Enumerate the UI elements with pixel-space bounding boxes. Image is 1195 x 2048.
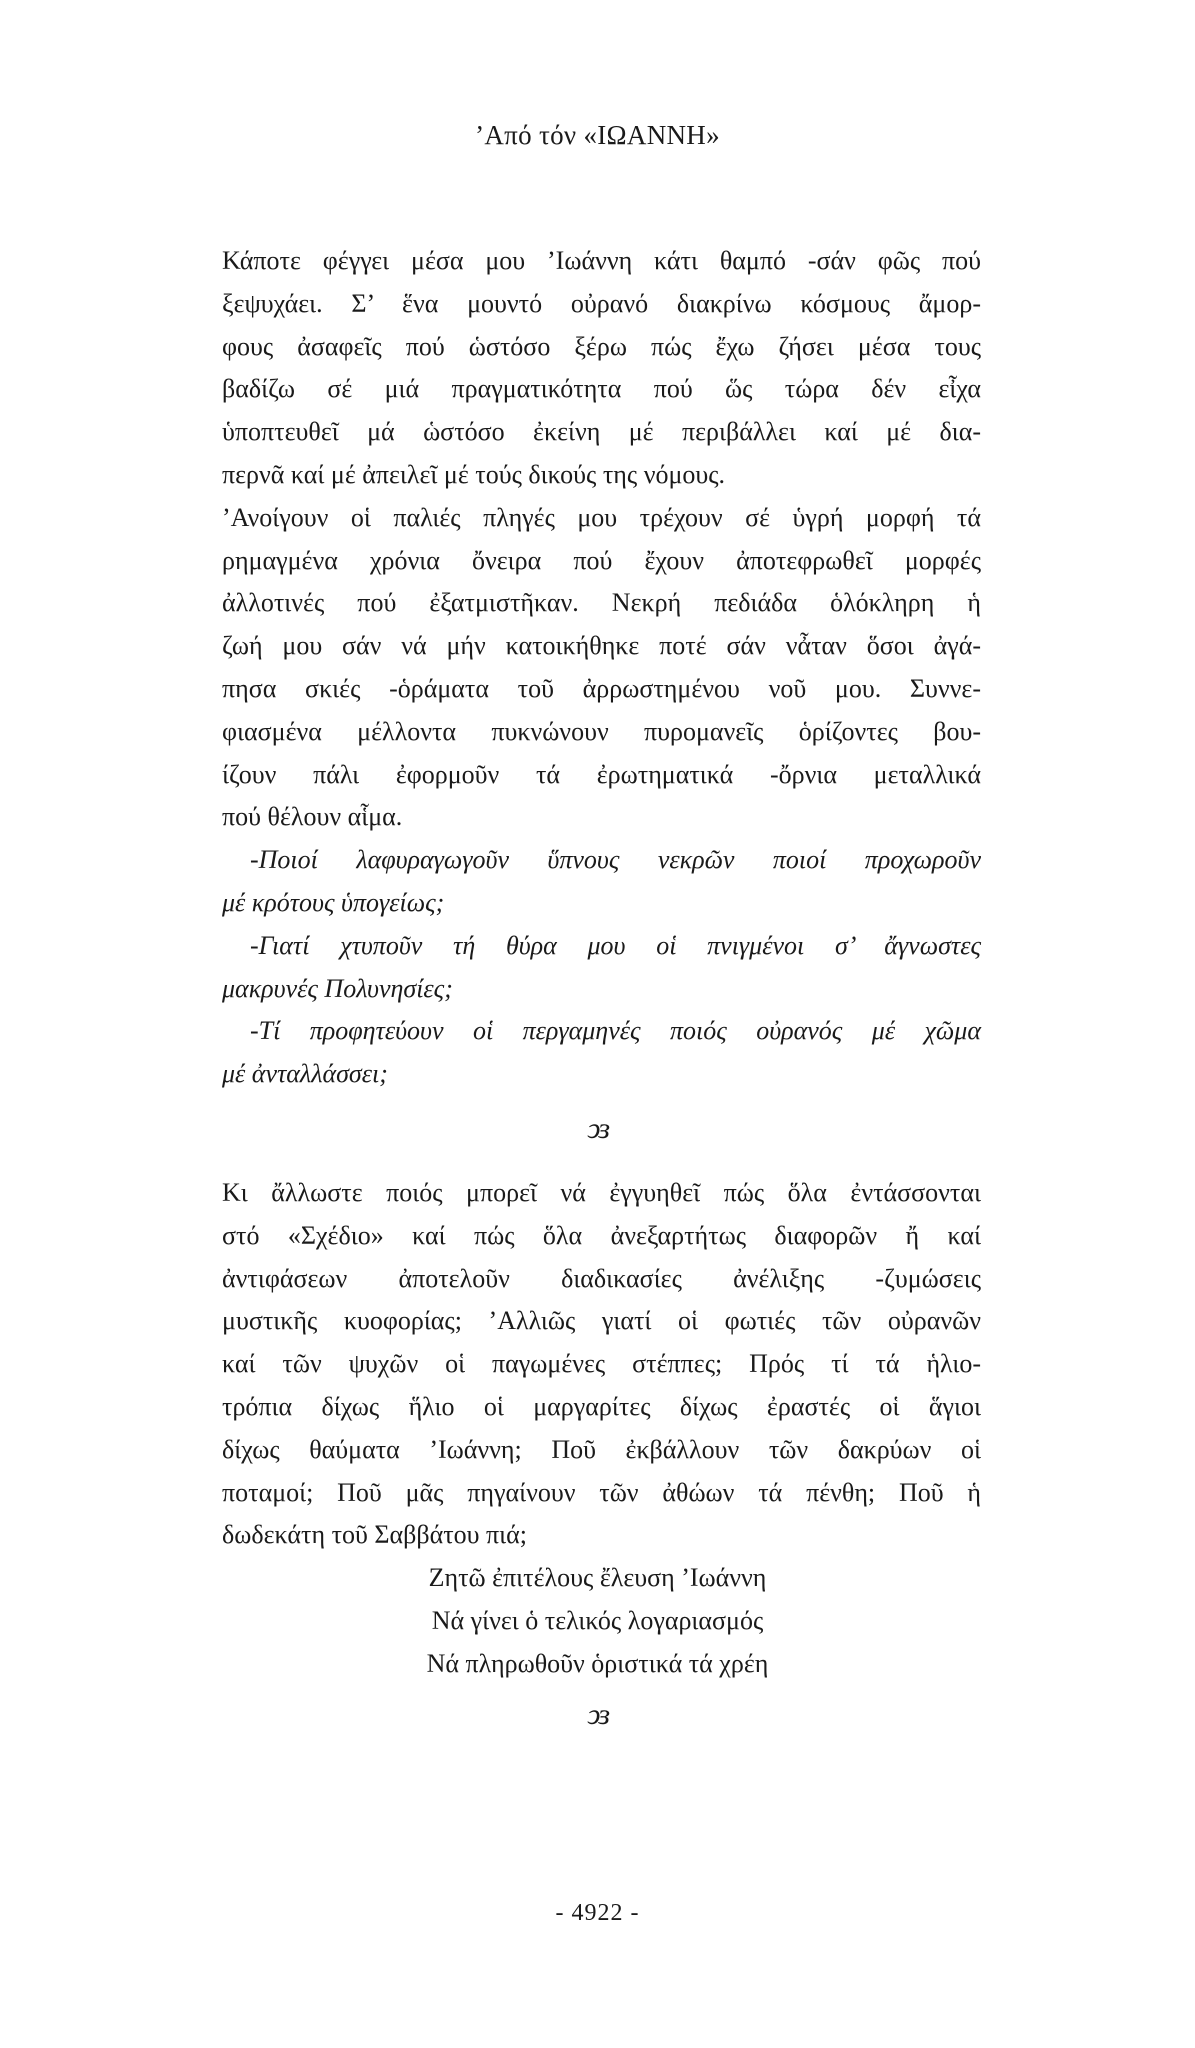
- text-line: ’Ανοίγουν οἱ παλιές πληγές μου τρέχουν σέ ὑγρή μορφή τά: [222, 502, 981, 532]
- section-ornament-1: ↄɜ: [586, 1112, 609, 1145]
- verse-line: Νά πληρωθοῦν ὁριστικά τά χρέη: [426, 1648, 769, 1678]
- text-line: πησα σκιές -ὁράματα τοῦ ἀρρωστημένου νοῦ μου. Συννε-: [222, 673, 981, 703]
- verse-line: Ζητῶ ἐπιτέλους ἔλευση ’Ιωάννη: [428, 1563, 767, 1592]
- text-line: φιασμένα μέλλοντα πυκνώνουν πυρομανεῖς ὁρίζοντες βου-: [222, 716, 981, 746]
- verse-line: Νά γίνει ὁ τελικός λογαριασμός: [431, 1605, 764, 1635]
- page-number: - 4922 -: [555, 1900, 640, 1926]
- question-line: -Τί προφητεύουν οἱ περγαμηνές ποιός οὐρανός μέ χῶμα: [250, 1016, 981, 1046]
- question-line: μακρυνές Πολυνησίες;: [222, 973, 453, 1003]
- question-line: -Γιατί χτυποῦν τή θύρα μου οἱ πνιγμένοι σ’ ἄγνωστες: [250, 930, 981, 960]
- verse-lines: [0, 1557, 1195, 1685]
- question-line: μέ ἀνταλλάσσει;: [222, 1059, 388, 1089]
- section-2-text: [222, 1172, 981, 1557]
- text-line: δωδεκάτη τοῦ Σαββάτου πιά;: [222, 1520, 528, 1550]
- section-1-text: [222, 240, 981, 1096]
- text-line: ξεψυχάει. Σ’ ἕνα μουντό οὐρανό διακρίνω κόσμους ἄμορ-: [222, 288, 981, 318]
- text-line: δίχως θαύματα ’Ιωάννη; Ποῦ ἐκβάλλουν τῶν δακρύων οἱ: [222, 1434, 981, 1464]
- text-line: περνᾶ καί μέ ἀπειλεῖ μέ τούς δικούς της νόμους.: [222, 459, 726, 489]
- text-line: μυστικῆς κυοφορίας; ’Αλλιῶς γιατί οἱ φωτιές τῶν οὐρανῶν: [222, 1306, 981, 1336]
- text-line: ίζουν πάλι ἐφορμοῦν τά ἐρωτηματικά -ὄρνια μεταλλικά: [222, 759, 981, 789]
- text-line: ἀντιφάσεων ἀποτελοῦν διαδικασίες ἀνέλιξης -ζυμώσεις: [222, 1263, 981, 1293]
- text-line: πού θέλουν αἷμα.: [222, 802, 403, 832]
- text-line: ἀλλοτινές πού ἐξατμιστῆκαν. Νεκρή πεδιάδα ὁλόκληρη ἡ: [222, 588, 981, 618]
- text-line: στό «Σχέδιο» καί πώς ὅλα ἀνεξαρτήτως διαφορῶν ἤ καί: [222, 1220, 981, 1250]
- text-line: ζωή μου σάν νά μήν κατοικήθηκε ποτέ σάν νἆταν ὅσοι ἀγά-: [222, 631, 981, 661]
- text-line: Κι ἄλλωστε ποιός μπορεῖ νά ἐγγυηθεῖ πώς ὅλα ἐντάσσονται: [222, 1178, 981, 1207]
- text-line: βαδίζω σέ μιά πραγματικότητα πού ὥς τώρα δέν εἶχα: [222, 374, 981, 404]
- text-line: ρημαγμένα χρόνια ὄνειρα πού ἔχουν ἀποτεφρωθεῖ μορφές: [222, 545, 981, 575]
- question-line: -Ποιοί λαφυραγωγοῦν ὕπνους νεκρῶν ποιοί προχωροῦν: [250, 845, 981, 875]
- page-title: ’Από τόν «ΙΩΑΝΝΗ»: [475, 120, 720, 150]
- text-line: τρόπια δίχως ἥλιο οἱ μαργαρίτες δίχως ἐραστές οἱ ἅγιοι: [222, 1391, 981, 1421]
- text-line: ὑποπτευθεῖ μά ὡστόσο ἐκείνη μέ περιβάλλει καί μέ δια-: [222, 417, 981, 447]
- text-line: φους ἀσαφεῖς πού ὡστόσο ξέρω πώς ἔχω ζήσει μέσα τους: [222, 331, 981, 361]
- text-line: Κάποτε φέγγει μέσα μου ’Ιωάννη κάτι θαμπό -σάν φῶς πού: [222, 246, 981, 275]
- question-line: μέ κρότους ὑπογείως;: [222, 887, 445, 917]
- section-ornament-2: ↄɜ: [586, 1698, 609, 1731]
- text-line: ποταμοί; Ποῦ μᾶς πηγαίνουν τῶν ἀθώων τά πένθη; Ποῦ ἡ: [222, 1477, 981, 1507]
- text-line: καί τῶν ψυχῶν οἱ παγωμένες στέππες; Πρός τί τά ἡλιο-: [222, 1349, 981, 1379]
